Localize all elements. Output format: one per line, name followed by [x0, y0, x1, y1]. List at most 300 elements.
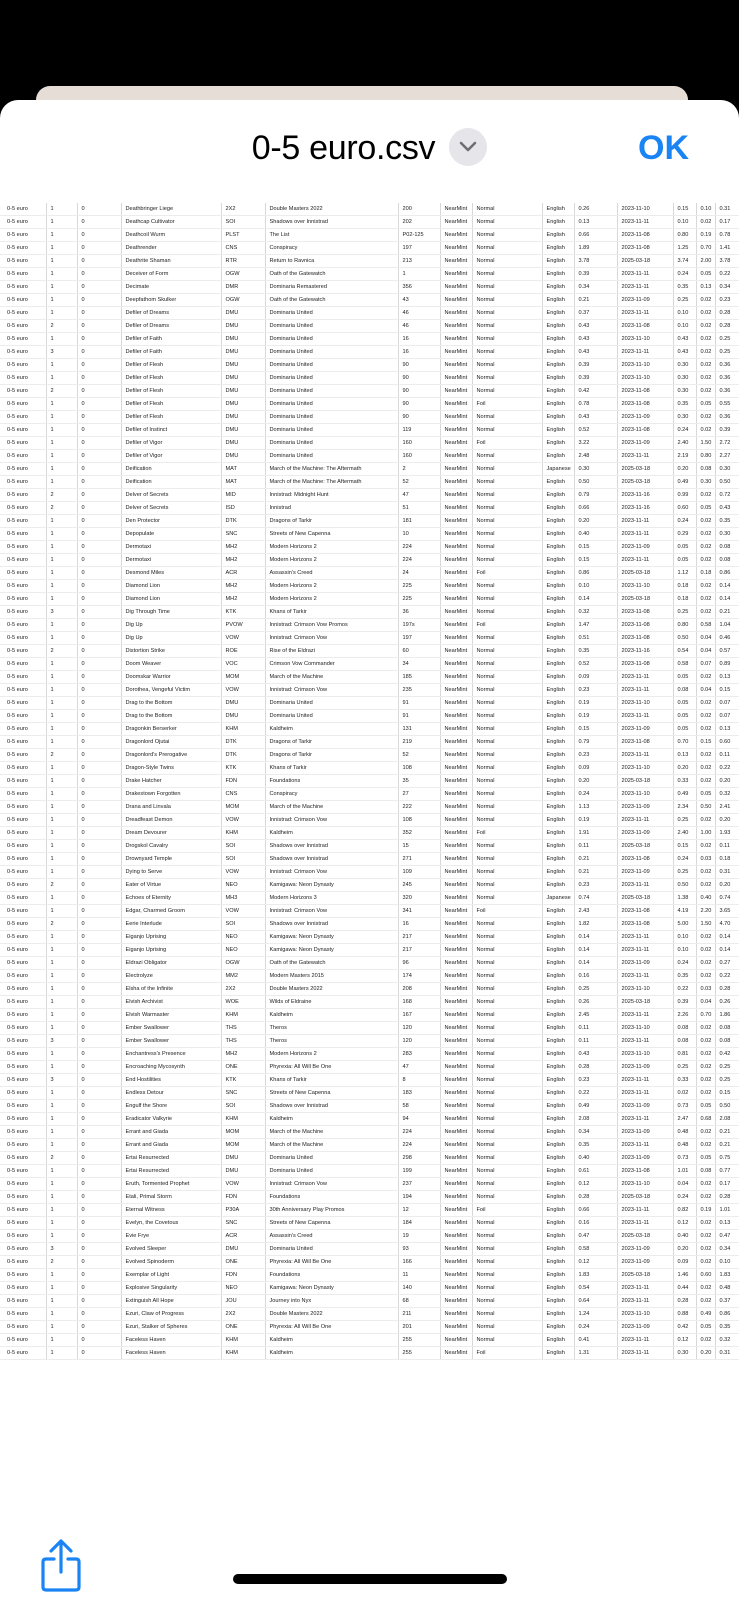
- table-row: [0, 255, 739, 268]
- table-cell: 10: [398, 528, 440, 541]
- table-cell: 0.17: [715, 216, 739, 229]
- table-cell: Kaldheim: [265, 1009, 398, 1022]
- table-cell: 1.01: [673, 1165, 696, 1178]
- table-cell: NearMint: [440, 489, 472, 502]
- table-cell: Normal: [472, 359, 542, 372]
- table-cell: 0.10: [715, 1256, 739, 1269]
- table-cell: 0-5 euro: [0, 424, 46, 437]
- table-cell: Normal: [472, 541, 542, 554]
- table-cell: 0.20: [574, 515, 617, 528]
- table-cell: Double Masters 2022: [265, 1308, 398, 1321]
- table-cell: 0: [77, 658, 121, 671]
- table-cell: 0: [77, 1230, 121, 1243]
- table-cell: 1: [46, 1321, 77, 1334]
- table-cell: 0: [77, 1295, 121, 1308]
- table-cell: Rise of the Eldrazi: [265, 645, 398, 658]
- table-cell: 1.89: [574, 242, 617, 255]
- table-cell: Explosive Singularity: [121, 1282, 221, 1295]
- table-cell: 0.49: [696, 1308, 715, 1321]
- table-cell: 0-5 euro: [0, 1191, 46, 1204]
- table-cell: 0: [77, 827, 121, 840]
- table-cell: 168: [398, 996, 440, 1009]
- table-cell: 0.11: [574, 1022, 617, 1035]
- table-cell: 160: [398, 450, 440, 463]
- table-cell: 0.02: [696, 424, 715, 437]
- table-cell: 0.18: [673, 593, 696, 606]
- table-row: [0, 1087, 739, 1100]
- table-cell: Dominaria United: [265, 450, 398, 463]
- table-cell: 68: [398, 1295, 440, 1308]
- table-cell: 0.50: [715, 1100, 739, 1113]
- table-cell: 0.64: [574, 1295, 617, 1308]
- table-cell: CNS: [221, 788, 265, 801]
- table-cell: 120: [398, 1035, 440, 1048]
- table-cell: NearMint: [440, 1100, 472, 1113]
- table-cell: English: [542, 554, 574, 567]
- table-cell: 0.34: [574, 281, 617, 294]
- table-cell: 0-5 euro: [0, 645, 46, 658]
- table-cell: 0: [77, 983, 121, 996]
- table-cell: NearMint: [440, 970, 472, 983]
- ok-button[interactable]: OK: [638, 129, 689, 167]
- table-cell: 90: [398, 385, 440, 398]
- table-cell: 0.15: [696, 736, 715, 749]
- table-cell: 0.88: [673, 1308, 696, 1321]
- table-cell: 0.02: [696, 1243, 715, 1256]
- table-cell: 1: [46, 840, 77, 853]
- table-cell: Shadows over Innistrad: [265, 1100, 398, 1113]
- table-cell: 0-5 euro: [0, 931, 46, 944]
- table-cell: 46: [398, 307, 440, 320]
- table-cell: 197s: [398, 619, 440, 632]
- table-cell: English: [542, 255, 574, 268]
- table-cell: 0.12: [673, 1217, 696, 1230]
- table-cell: DMU: [221, 424, 265, 437]
- table-cell: 2: [398, 463, 440, 476]
- table-cell: 0.02: [696, 749, 715, 762]
- table-cell: Ertai Resurrected: [121, 1165, 221, 1178]
- table-cell: Normal: [472, 1178, 542, 1191]
- table-cell: Normal: [472, 1087, 542, 1100]
- table-cell: 0.25: [673, 1061, 696, 1074]
- table-cell: 0-5 euro: [0, 879, 46, 892]
- table-cell: Kaldheim: [265, 1347, 398, 1360]
- table-cell: 58: [398, 1100, 440, 1113]
- table-cell: 46: [398, 320, 440, 333]
- table-row: [0, 229, 739, 242]
- table-cell: 0-5 euro: [0, 723, 46, 736]
- table-cell: Ezuri, Stalker of Spheres: [121, 1321, 221, 1334]
- table-cell: 2: [46, 385, 77, 398]
- table-cell: 0: [77, 1165, 121, 1178]
- table-cell: 4.70: [715, 918, 739, 931]
- table-cell: Foil: [472, 567, 542, 580]
- table-cell: 0.25: [574, 983, 617, 996]
- table-cell: 1: [46, 372, 77, 385]
- table-cell: DTK: [221, 515, 265, 528]
- table-cell: 0-5 euro: [0, 632, 46, 645]
- table-cell: 0.60: [696, 1269, 715, 1282]
- table-cell: 0.35: [715, 515, 739, 528]
- table-cell: 0: [77, 424, 121, 437]
- table-cell: DMU: [221, 359, 265, 372]
- table-cell: VOW: [221, 814, 265, 827]
- table-cell: English: [542, 1269, 574, 1282]
- table-cell: End Hostilities: [121, 1074, 221, 1087]
- table-cell: 2023-11-10: [617, 203, 673, 216]
- table-cell: NearMint: [440, 1282, 472, 1295]
- table-row: [0, 775, 739, 788]
- table-cell: 0.02: [696, 385, 715, 398]
- table-row: [0, 762, 739, 775]
- table-cell: 0.02: [696, 840, 715, 853]
- table-cell: Normal: [472, 658, 542, 671]
- table-cell: English: [542, 1217, 574, 1230]
- table-cell: 0.43: [574, 320, 617, 333]
- table-cell: 1.04: [715, 619, 739, 632]
- table-cell: 0.47: [574, 1230, 617, 1243]
- table-cell: Normal: [472, 1165, 542, 1178]
- table-cell: Drakestown Forgotten: [121, 788, 221, 801]
- table-cell: Normal: [472, 229, 542, 242]
- table-cell: 2.47: [673, 1113, 696, 1126]
- table-cell: 1: [46, 892, 77, 905]
- table-cell: English: [542, 762, 574, 775]
- table-cell: 0.12: [574, 1256, 617, 1269]
- table-cell: 0.14: [574, 931, 617, 944]
- table-cell: 2025-03-18: [617, 840, 673, 853]
- table-cell: Faceless Haven: [121, 1347, 221, 1360]
- table-cell: 0.02: [696, 1178, 715, 1191]
- table-cell: 0: [77, 1087, 121, 1100]
- table-cell: 0-5 euro: [0, 385, 46, 398]
- table-cell: 224: [398, 1139, 440, 1152]
- table-cell: 0.02: [696, 775, 715, 788]
- table-cell: 0.08: [696, 1165, 715, 1178]
- table-cell: Defiler of Flesh: [121, 398, 221, 411]
- table-cell: NearMint: [440, 502, 472, 515]
- table-cell: 225: [398, 580, 440, 593]
- table-cell: 0.78: [715, 229, 739, 242]
- table-cell: 0: [77, 372, 121, 385]
- table-cell: 0.02: [696, 1048, 715, 1061]
- table-cell: Normal: [472, 528, 542, 541]
- table-cell: NearMint: [440, 1347, 472, 1360]
- table-cell: Normal: [472, 645, 542, 658]
- table-cell: Dragonkin Berserker: [121, 723, 221, 736]
- table-cell: KTK: [221, 606, 265, 619]
- table-cell: 0.07: [715, 710, 739, 723]
- table-cell: 1: [46, 1048, 77, 1061]
- table-cell: 0.30: [673, 372, 696, 385]
- table-cell: 0.03: [696, 983, 715, 996]
- table-cell: 2023-11-10: [617, 788, 673, 801]
- table-cell: 0.54: [574, 1282, 617, 1295]
- table-cell: The List: [265, 229, 398, 242]
- table-cell: Foundations: [265, 1269, 398, 1282]
- table-cell: NearMint: [440, 749, 472, 762]
- table-cell: Normal: [472, 1295, 542, 1308]
- table-cell: English: [542, 1048, 574, 1061]
- table-cell: MOM: [221, 801, 265, 814]
- table-cell: 1: [46, 1334, 77, 1347]
- table-cell: MAT: [221, 463, 265, 476]
- table-cell: English: [542, 645, 574, 658]
- table-cell: 0-5 euro: [0, 372, 46, 385]
- table-cell: DMU: [221, 320, 265, 333]
- table-cell: 222: [398, 801, 440, 814]
- table-cell: 0.43: [574, 411, 617, 424]
- table-cell: English: [542, 515, 574, 528]
- table-cell: NearMint: [440, 255, 472, 268]
- table-cell: 0: [77, 957, 121, 970]
- table-cell: 93: [398, 1243, 440, 1256]
- table-cell: Foundations: [265, 1191, 398, 1204]
- table-cell: 0-5 euro: [0, 346, 46, 359]
- table-cell: 0.09: [574, 762, 617, 775]
- table-cell: 0: [77, 398, 121, 411]
- spreadsheet-view[interactable]: [0, 203, 739, 1533]
- table-row: [0, 1113, 739, 1126]
- table-cell: Innistrad: Crimson Vow: [265, 1178, 398, 1191]
- table-cell: 1: [46, 229, 77, 242]
- table-cell: 2: [46, 502, 77, 515]
- table-cell: 1.00: [696, 827, 715, 840]
- table-cell: 0.23: [574, 749, 617, 762]
- table-cell: Deification: [121, 463, 221, 476]
- table-cell: English: [542, 1100, 574, 1113]
- table-cell: 0.20: [574, 775, 617, 788]
- table-cell: 0.02: [696, 1191, 715, 1204]
- table-cell: 0: [77, 1282, 121, 1295]
- table-cell: 225: [398, 593, 440, 606]
- table-cell: 0-5 euro: [0, 1204, 46, 1217]
- table-cell: 0-5 euro: [0, 1009, 46, 1022]
- table-cell: 0.70: [696, 242, 715, 255]
- table-cell: 51: [398, 502, 440, 515]
- table-cell: NearMint: [440, 1061, 472, 1074]
- file-title-menu[interactable]: [0, 128, 739, 169]
- table-cell: 0-5 euro: [0, 1113, 46, 1126]
- table-cell: Dominaria United: [265, 307, 398, 320]
- table-cell: Normal: [472, 320, 542, 333]
- table-cell: 0: [77, 554, 121, 567]
- table-cell: 0.80: [696, 450, 715, 463]
- table-cell: 2023-11-09: [617, 1126, 673, 1139]
- table-cell: Defiler of Flesh: [121, 385, 221, 398]
- table-cell: Drownyard Temple: [121, 853, 221, 866]
- table-cell: Ember Swallower: [121, 1035, 221, 1048]
- home-indicator[interactable]: [233, 1574, 507, 1584]
- table-cell: 0.13: [715, 671, 739, 684]
- chevron-down-icon[interactable]: [449, 128, 487, 166]
- table-cell: English: [542, 593, 574, 606]
- table-cell: 2023-11-09: [617, 294, 673, 307]
- table-cell: Normal: [472, 1243, 542, 1256]
- table-cell: Theros: [265, 1035, 398, 1048]
- table-cell: NearMint: [440, 1308, 472, 1321]
- table-row: [0, 632, 739, 645]
- table-cell: NearMint: [440, 1009, 472, 1022]
- table-cell: English: [542, 866, 574, 879]
- table-cell: KHM: [221, 827, 265, 840]
- table-cell: Eiganjo Uprising: [121, 944, 221, 957]
- table-cell: Shadows over Innistrad: [265, 840, 398, 853]
- table-cell: 2.26: [673, 1009, 696, 1022]
- table-cell: 2.27: [715, 450, 739, 463]
- table-cell: 0: [77, 1269, 121, 1282]
- table-cell: 0.02: [696, 1061, 715, 1074]
- table-cell: VOW: [221, 866, 265, 879]
- table-cell: 2: [46, 918, 77, 931]
- table-cell: 0-5 euro: [0, 1230, 46, 1243]
- table-cell: English: [542, 775, 574, 788]
- table-cell: Kaldheim: [265, 723, 398, 736]
- table-cell: Normal: [472, 892, 542, 905]
- table-cell: 0: [77, 242, 121, 255]
- table-cell: 3.78: [715, 255, 739, 268]
- table-cell: 0.05: [673, 554, 696, 567]
- table-cell: NearMint: [440, 983, 472, 996]
- table-cell: 0: [77, 255, 121, 268]
- table-cell: 0.02: [696, 307, 715, 320]
- table-row: [0, 372, 739, 385]
- table-cell: 0-5 euro: [0, 1087, 46, 1100]
- table-cell: 0.02: [696, 1295, 715, 1308]
- table-row: [0, 814, 739, 827]
- table-cell: NearMint: [440, 294, 472, 307]
- table-cell: March of the Machine: The Aftermath: [265, 463, 398, 476]
- table-cell: 0-5 euro: [0, 333, 46, 346]
- file-title[interactable]: 0-5 euro.csv: [251, 129, 436, 167]
- table-cell: 0.30: [673, 359, 696, 372]
- table-cell: English: [542, 827, 574, 840]
- table-cell: 0-5 euro: [0, 1334, 46, 1347]
- table-cell: 0-5 euro: [0, 398, 46, 411]
- table-cell: 1: [46, 515, 77, 528]
- table-cell: Drag to the Bottom: [121, 710, 221, 723]
- table-cell: 0.22: [574, 1087, 617, 1100]
- table-cell: English: [542, 411, 574, 424]
- table-cell: 2023-11-10: [617, 983, 673, 996]
- table-cell: 2023-11-11: [617, 1347, 673, 1360]
- table-cell: NearMint: [440, 775, 472, 788]
- table-cell: 0-5 euro: [0, 684, 46, 697]
- table-cell: 0.02: [696, 762, 715, 775]
- table-cell: 90: [398, 411, 440, 424]
- table-cell: KHM: [221, 1113, 265, 1126]
- table-cell: NearMint: [440, 944, 472, 957]
- table-row: [0, 1347, 739, 1360]
- table-cell: 2.41: [715, 801, 739, 814]
- table-cell: NearMint: [440, 1139, 472, 1152]
- table-cell: 0-5 euro: [0, 593, 46, 606]
- table-cell: 0.10: [673, 307, 696, 320]
- table-cell: 2023-11-10: [617, 1022, 673, 1035]
- table-cell: NearMint: [440, 632, 472, 645]
- table-cell: 1: [46, 1022, 77, 1035]
- table-cell: Innistrad: Midnight Hunt: [265, 489, 398, 502]
- table-cell: 0-5 euro: [0, 996, 46, 1009]
- table-cell: 0.50: [574, 476, 617, 489]
- table-cell: 0-5 euro: [0, 918, 46, 931]
- table-cell: Edgar, Charmed Groom: [121, 905, 221, 918]
- table-cell: 2023-11-11: [617, 710, 673, 723]
- table-cell: 0-5 euro: [0, 788, 46, 801]
- table-cell: Normal: [472, 1308, 542, 1321]
- table-cell: MH3: [221, 892, 265, 905]
- table-cell: 0.10: [574, 580, 617, 593]
- table-cell: NearMint: [440, 801, 472, 814]
- table-cell: 0.36: [715, 385, 739, 398]
- table-cell: 2023-11-11: [617, 944, 673, 957]
- table-cell: 2023-11-11: [617, 1204, 673, 1217]
- table-cell: English: [542, 658, 574, 671]
- table-cell: DMU: [221, 697, 265, 710]
- table-cell: English: [542, 723, 574, 736]
- table-cell: 2023-11-08: [617, 1165, 673, 1178]
- table-cell: English: [542, 567, 574, 580]
- table-cell: English: [542, 1178, 574, 1191]
- table-cell: 1: [46, 1087, 77, 1100]
- table-cell: English: [542, 1347, 574, 1360]
- table-cell: 1: [46, 437, 77, 450]
- table-cell: 0.18: [673, 580, 696, 593]
- table-cell: 0-5 euro: [0, 1282, 46, 1295]
- table-cell: Endless Detour: [121, 1087, 221, 1100]
- table-cell: Normal: [472, 255, 542, 268]
- table-cell: Normal: [472, 1321, 542, 1334]
- table-cell: NearMint: [440, 411, 472, 424]
- table-cell: Evolved Spinoderm: [121, 1256, 221, 1269]
- table-cell: Oath of the Gatewatch: [265, 294, 398, 307]
- table-row: [0, 554, 739, 567]
- table-cell: English: [542, 606, 574, 619]
- table-cell: 2023-11-11: [617, 1035, 673, 1048]
- table-cell: 298: [398, 1152, 440, 1165]
- table-cell: NearMint: [440, 372, 472, 385]
- table-row: [0, 450, 739, 463]
- table-cell: Streets of New Capenna: [265, 1217, 398, 1230]
- table-cell: Normal: [472, 957, 542, 970]
- table-cell: 0.18: [715, 853, 739, 866]
- table-cell: 0.02: [696, 320, 715, 333]
- table-cell: 0.02: [696, 1087, 715, 1100]
- share-icon[interactable]: [40, 1538, 82, 1592]
- table-cell: English: [542, 1022, 574, 1035]
- table-cell: 0.40: [696, 892, 715, 905]
- table-cell: 0.03: [696, 853, 715, 866]
- table-cell: Shadows over Innistrad: [265, 853, 398, 866]
- table-cell: 181: [398, 515, 440, 528]
- table-cell: NearMint: [440, 671, 472, 684]
- table-cell: 1.50: [696, 918, 715, 931]
- csv-preview-sheet: [0, 100, 739, 1600]
- table-cell: 0.60: [673, 502, 696, 515]
- table-cell: 1: [46, 242, 77, 255]
- table-cell: 1: [46, 944, 77, 957]
- table-cell: 0: [77, 632, 121, 645]
- table-cell: Normal: [472, 775, 542, 788]
- table-cell: 1: [46, 593, 77, 606]
- table-row: [0, 931, 739, 944]
- table-cell: 96: [398, 957, 440, 970]
- table-cell: 0.02: [696, 697, 715, 710]
- table-cell: 0: [77, 1256, 121, 1269]
- table-cell: 0.05: [696, 502, 715, 515]
- table-cell: NearMint: [440, 385, 472, 398]
- table-cell: PVOW: [221, 619, 265, 632]
